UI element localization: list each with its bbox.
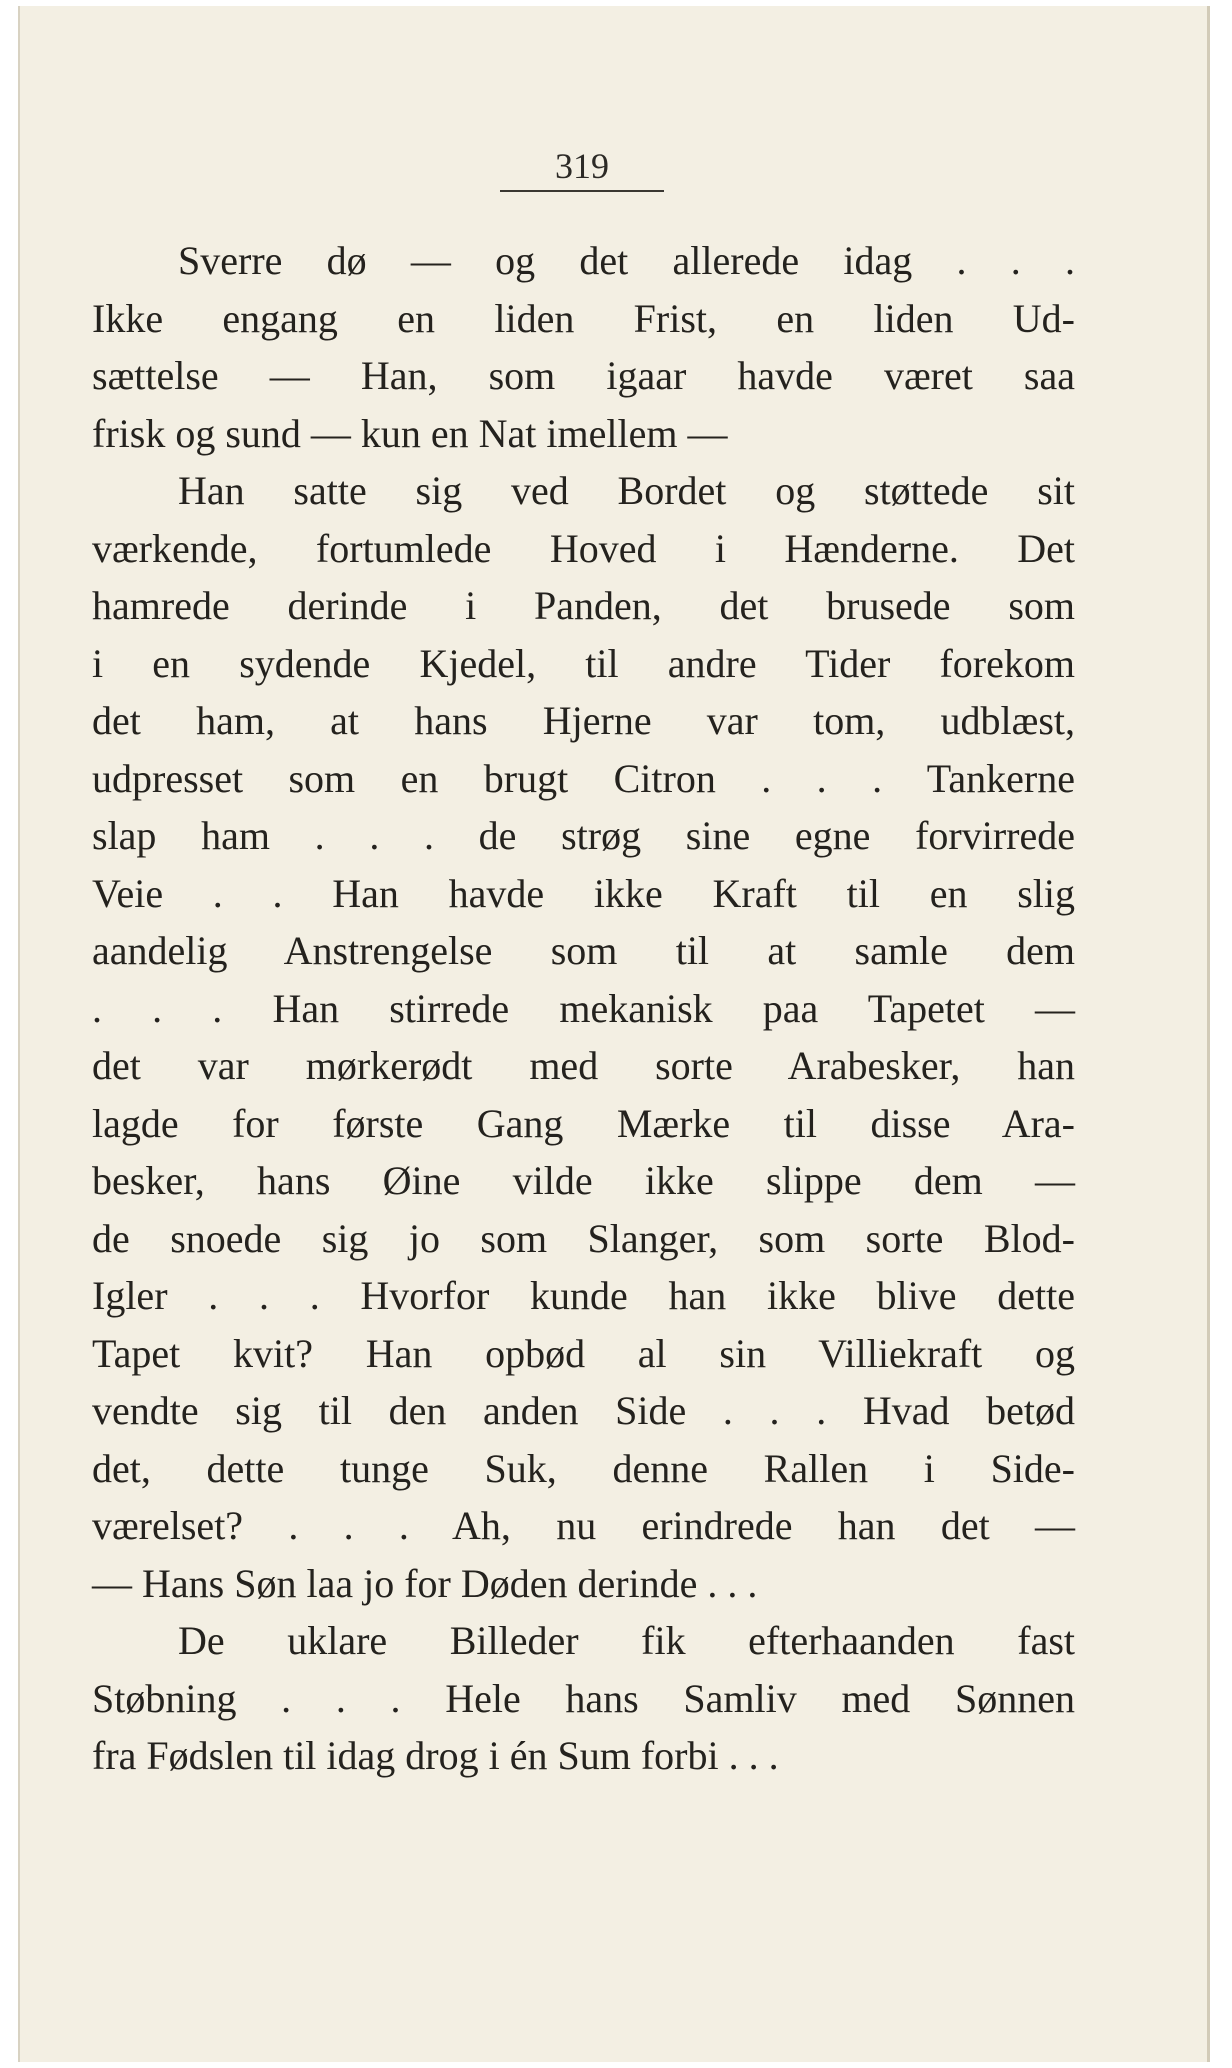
text-line: Sverre dø — og det allerede idag . . . xyxy=(178,238,1075,283)
text-line: udpresset som en brugt Citron . . . Tankerne xyxy=(92,755,1075,801)
text-line: det, dette tunge Suk, denne Rallen i Side- xyxy=(92,1445,1075,1491)
text-line: frisk og sund — kun en Nat imellem — xyxy=(92,410,728,456)
book-page xyxy=(18,6,1210,2062)
text-line: det ham, at hans Hjerne var tom, udblæst, xyxy=(92,698,1075,743)
page-number-rule xyxy=(500,190,664,192)
text-line: sættelse — Han, som igaar havde været saa xyxy=(92,353,1075,398)
text-line: det var mørkerødt med sorte Arabesker, han xyxy=(92,1043,1075,1088)
text-line: slap ham . . . de strøg sine egne forvirrede xyxy=(92,813,1075,858)
text-line: Ikke engang en liden Frist, en liden Ud- xyxy=(92,295,1075,341)
text-line: Støbning . . . Hele hans Samliv med Sønnen xyxy=(92,1675,1075,1721)
text-line: fra Fødslen til idag drog i én Sum forbi . . . xyxy=(92,1733,779,1778)
text-line: — Hans Søn laa jo for Døden derinde . . . xyxy=(92,1560,758,1606)
text-line: aandelig Anstrengelse som til at samle dem xyxy=(92,928,1075,973)
text-line: . . . Han stirrede mekanisk paa Tapetet — xyxy=(92,985,1075,1031)
text-line: Veie . . Han havde ikke Kraft til en slig xyxy=(92,870,1075,916)
text-line: vendte sig til den anden Side . . . Hvad betød xyxy=(92,1388,1075,1433)
text-line: besker, hans Øine vilde ikke slippe dem — xyxy=(92,1158,1075,1203)
text-line: Igler . . . Hvorfor kunde han ikke blive dette xyxy=(92,1273,1075,1318)
page-number: 319 xyxy=(555,146,609,186)
text-line: lagde for første Gang Mærke til disse Ara- xyxy=(92,1100,1075,1146)
text-line: værelset? . . . Ah, nu erindrede han det — xyxy=(92,1503,1075,1548)
text-line: Han satte sig ved Bordet og støttede sit xyxy=(178,468,1075,513)
text-line: Tapet kvit? Han opbød al sin Villiekraft og xyxy=(92,1330,1075,1376)
text-line: de snoede sig jo som Slanger, som sorte Blod- xyxy=(92,1215,1075,1261)
text-line: værkende, fortumlede Hoved i Hænderne. Det xyxy=(92,525,1075,571)
text-line: hamrede derinde i Panden, det brusede som xyxy=(92,583,1075,628)
page-header xyxy=(500,144,664,192)
text-line: i en sydende Kjedel, til andre Tider forekom xyxy=(92,640,1075,686)
body-text xyxy=(92,232,1075,1785)
text-line: De uklare Billeder fik efterhaanden fast xyxy=(178,1618,1075,1663)
